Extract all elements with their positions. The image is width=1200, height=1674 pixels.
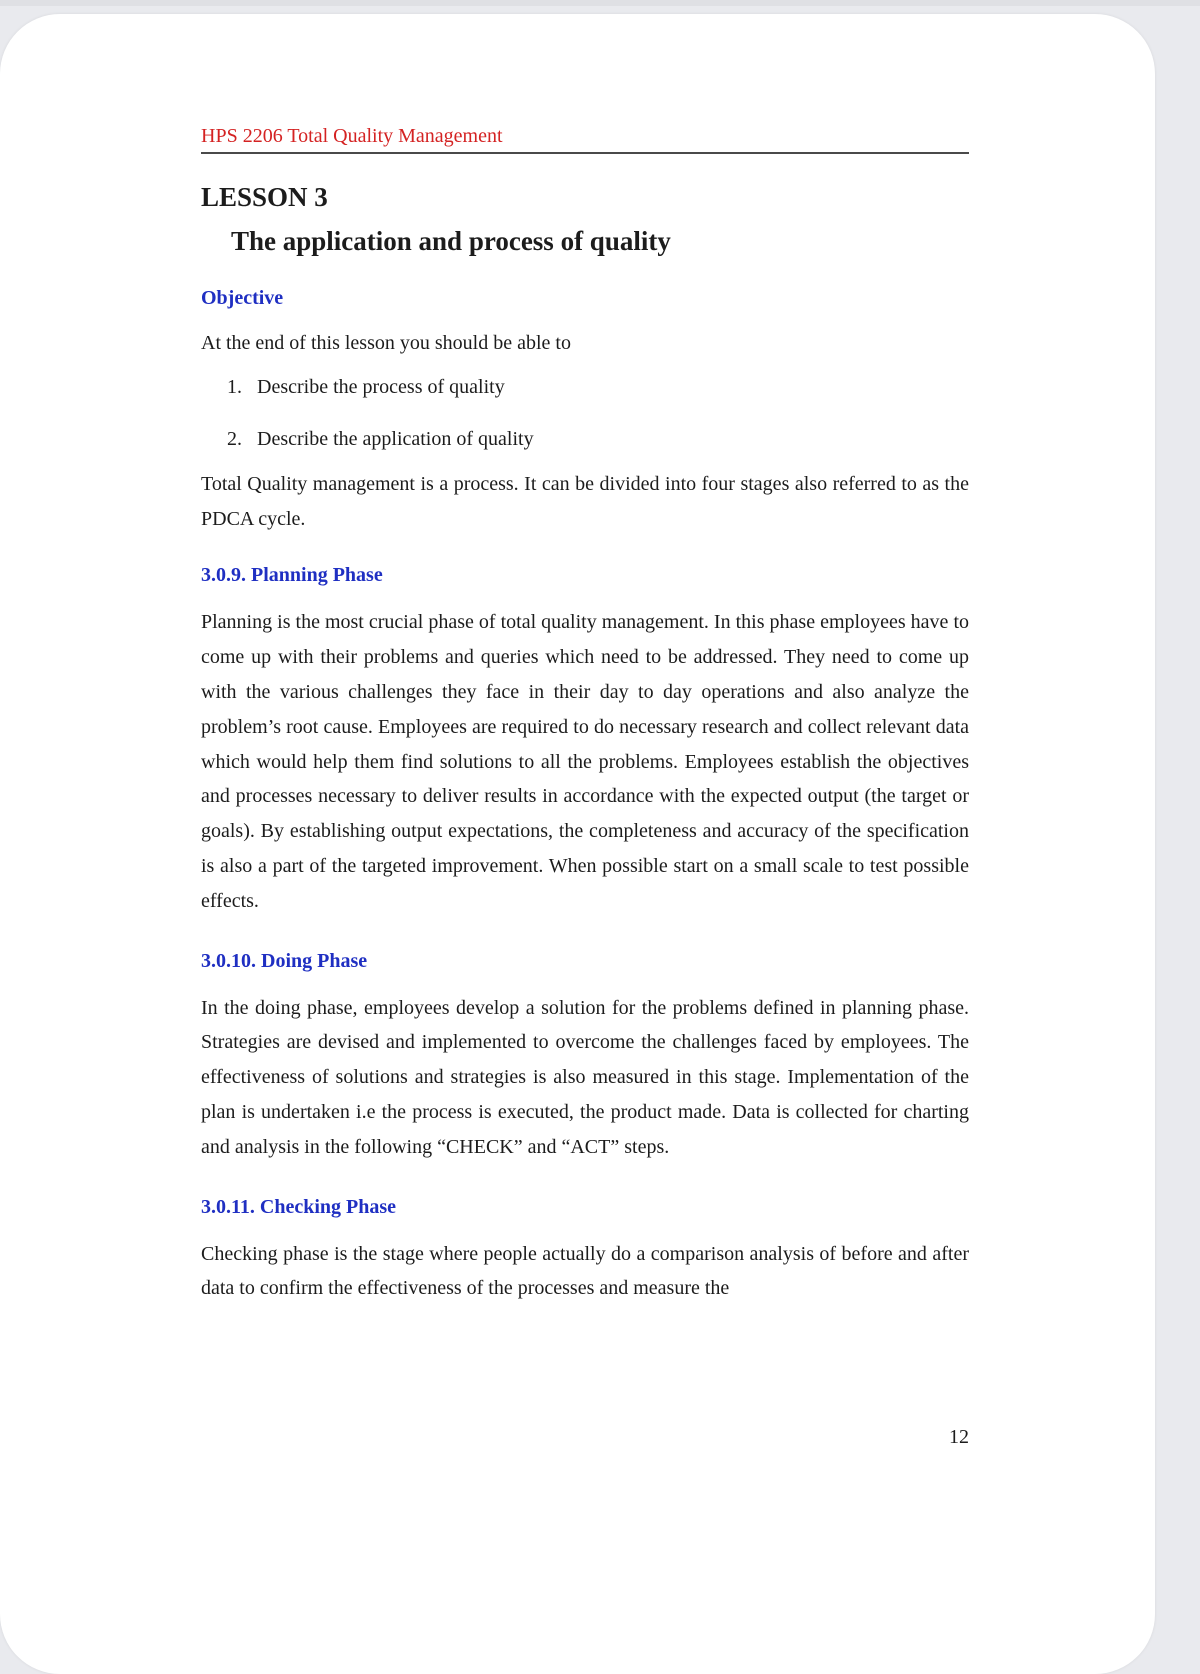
objective-intro: At the end of this lesson you should be able to [201, 332, 571, 354]
planning-phase-heading: 3.0.9. Planning Phase [201, 564, 383, 587]
objective-list [201, 373, 969, 453]
checking-phase-body: Checking phase is the stage where people actually do a comparison analysis of before and after data to confirm the effectiveness of the processes and measure the [201, 1242, 969, 1300]
lesson-label: LESSON 3 [201, 182, 328, 212]
objective-number: 1. [227, 375, 242, 398]
checking-phase-heading: 3.0.11. Checking Phase [201, 1195, 397, 1218]
running-header: HPS 2206 Total Quality Management [201, 122, 969, 154]
objective-text: Describe the application of quality [257, 427, 534, 450]
viewer-top-bar [0, 0, 1200, 6]
objective-heading: Objective [201, 287, 284, 309]
objective-number: 2. [227, 427, 242, 450]
tqm-paragraph: Total Quality management is a process. It can be divided into four stages also referred to as the PDCA cycle. [201, 472, 969, 530]
objective-text: Describe the process of quality [257, 375, 505, 398]
planning-phase-body: Planning is the most crucial phase of total quality management. In this phase employees have to come up with their problems and queries which need to be addressed. They need to come up with the various challenges they face in their day to day operations and also analyze the problem’s root cause. Employees are required to do necessary research and collect relevant data which would help them find solutions to all the problems. Employees establish the objectives and processes necessary to deliver results in accordance with the expected output (the target or goals). By establishing output expectations, the completeness and accuracy of the specification is also a part of the targeted improvement. When possible start on a small scale to test possible effects. [201, 611, 969, 912]
page-content [201, 122, 969, 1306]
objective-item [227, 425, 969, 453]
doing-phase-body: In the doing phase, employees develop a solution for the problems defined in planning phase. Strategies are devised and implemented to overcome the challenges faced by employees. The effectiveness of solutions and strategies is also measured in this stage. Implementation of the plan is undertaken i.e the process is executed, the product made. Data is collected for charting and analysis in the following “CHECK” and “ACT” steps. [201, 996, 969, 1158]
document-page [0, 14, 1155, 1674]
doing-phase-heading: 3.0.10. Doing Phase [201, 949, 368, 972]
lesson-title: The application and process of quality [231, 226, 671, 256]
page-number: 12 [949, 1426, 969, 1448]
objective-item [227, 373, 969, 401]
